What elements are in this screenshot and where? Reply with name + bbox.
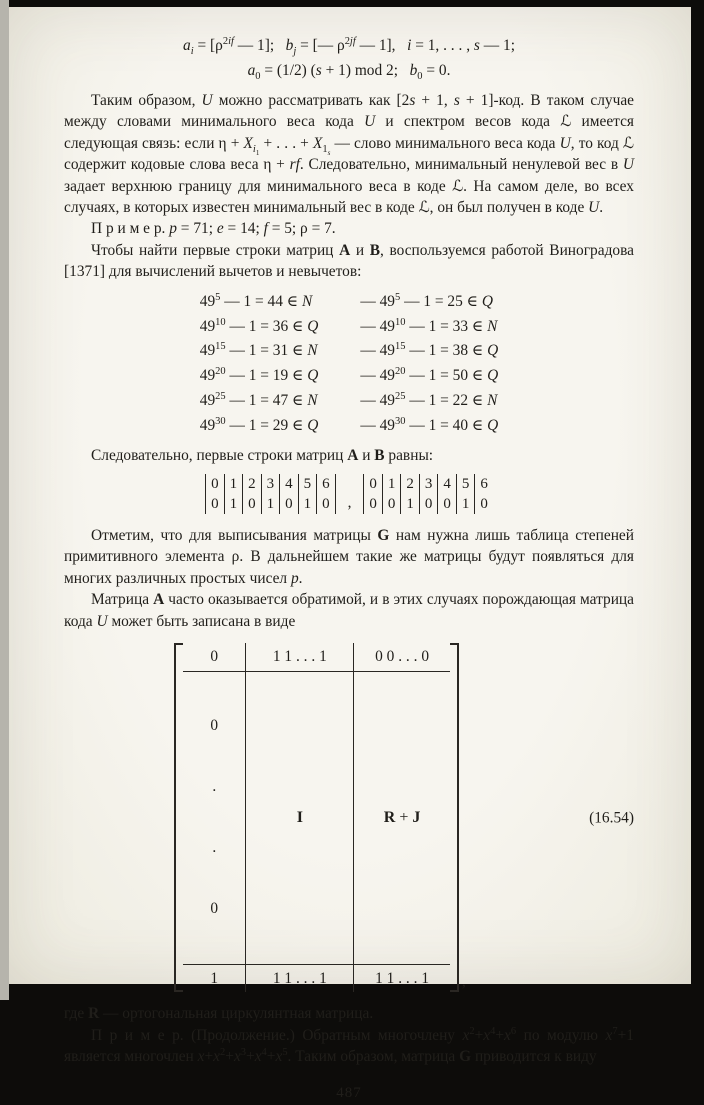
residue-entry: — $49^5$ — 1 = 25 ∈ Q <box>360 291 494 310</box>
vector-cell: 0 <box>475 494 493 514</box>
paragraph-example-1: П р и м е р. p = 71; e = 14; f = 5; ρ = 7. <box>91 220 336 238</box>
matrix-cell: 0 0 . . . 0 <box>354 643 450 671</box>
matrix-middle-row <box>183 671 450 964</box>
vector-cell: 1 <box>456 494 475 514</box>
vector-cell: 0 <box>243 494 262 514</box>
matrix-cell: 1 1 . . . 1 <box>246 964 354 992</box>
vector-cell: 1 <box>401 494 420 514</box>
vector-cell: 4 <box>280 474 299 494</box>
vector-cell: 1 <box>261 494 280 514</box>
paragraph-find-first-rows: Чтобы найти первые строки матриц A и B, воспользуемся работой Виноградова [1371] для вычислений вычетов и невычетов: <box>64 241 634 281</box>
vector-cell: 0 <box>382 494 401 514</box>
vector-cell: 5 <box>298 474 317 494</box>
matrix-left-column <box>183 671 246 964</box>
generator-matrix-display <box>64 643 634 992</box>
matrix-cell: 1 1 . . . 1 <box>246 643 354 671</box>
residue-entry: $49^5$ — 1 = 44 ∈ N <box>199 291 313 310</box>
first-row-vectors <box>64 474 634 514</box>
matrix-left-entry: 0 <box>210 717 219 735</box>
matrix-cell: 1 <box>183 964 246 992</box>
vector-b-values-row <box>364 494 493 514</box>
residue-entry: — $49^{30}$ — 1 = 40 ∈ Q <box>360 416 499 435</box>
paragraph-matrix-a-invertible: Матрица A часто оказывается обратимой, и в этих случаях порождающая матрица кода U может быть записана в виде <box>64 591 634 630</box>
scan-left-edge <box>0 0 9 1000</box>
residue-entry: $49^{25}$ — 1 = 47 ∈ N <box>199 391 318 410</box>
vectors-comma: , <box>347 493 352 511</box>
vector-cell: 0 <box>438 494 457 514</box>
equation-line-2: $a_0 = (1/2) (s + 1)$ mod 2; $b_0 = 0$. <box>247 62 451 83</box>
vector-cell: 1 <box>224 494 243 514</box>
vector-cell: 4 <box>438 474 457 494</box>
residue-entry: $49^{15}$ — 1 = 31 ∈ N <box>199 341 318 360</box>
residue-entry: — $49^{25}$ — 1 = 22 ∈ N <box>360 391 498 410</box>
vector-cell: 0 <box>206 474 225 494</box>
matrix-right-bracket <box>450 643 459 992</box>
vector-cell: 0 <box>364 494 383 514</box>
equation-number: (16.54) <box>589 808 634 826</box>
vector-cell: 2 <box>401 474 420 494</box>
vector-cell: 0 <box>206 494 225 514</box>
page-number: 487 <box>336 1085 362 1102</box>
residue-entry: $49^{20}$ — 1 = 19 ∈ Q <box>199 366 319 385</box>
residue-entry: — $49^{20}$ — 1 = 50 ∈ Q <box>360 366 499 385</box>
vector-cell: 0 <box>419 494 438 514</box>
residue-entry: — $49^{15}$ — 1 = 38 ∈ Q <box>360 341 499 360</box>
vector-a-indices-row <box>206 474 336 494</box>
residue-entry: $49^{10}$ — 1 = 36 ∈ Q <box>199 316 319 335</box>
matrix-left-entry: . <box>212 838 217 856</box>
vector-cell: 2 <box>243 474 262 494</box>
vector-cell: 3 <box>419 474 438 494</box>
paragraph-matrix-g-note: Отметим, что для выписывания матрицы G нам нужна лишь таблица степеней примитивного элемента ρ. В дальнейшем такие же матрицы будут появляться для многих различных простых чисел p. <box>64 527 634 587</box>
vector-cell: 6 <box>475 474 493 494</box>
matrix-left-bracket <box>174 643 183 992</box>
residue-computations <box>200 291 499 437</box>
book-page <box>9 7 691 1102</box>
matrix-comma: , <box>461 972 466 990</box>
vector-cell: 0 <box>317 494 336 514</box>
vector-cell: 6 <box>317 474 336 494</box>
equation-line-1: $a_i = [\rho^{2if}$ — 1]; $b_j$ = [— $\rho^{2jf}$ — 1], i = 1, . . . , s — 1; <box>183 35 515 58</box>
matrix-cell: 0 <box>183 643 246 671</box>
content-column <box>64 33 634 1105</box>
vector-a-values-row <box>206 494 336 514</box>
generator-matrix <box>183 643 450 992</box>
paragraph-code-u: Таким образом, U можно рассматривать как [2s + 1, s + 1]-код. В таком случае между словами минимального веса кода U и спектром весов кода ℒ имеется следующая связь: если $\eta + X_{i_1}$ + . . . + $X_{1_s}$ — слово минимального веса кода U, то код ℒ содержит кодовые слова веса η + rf. Следовательно, минимальный ненулевой вес в U задает верхнюю границу для минимального веса в коде ℒ. На самом деле, во всех случаях, в которых известен минимальный вес в коде ℒ, он был получен в коде U. <box>64 92 635 217</box>
vector-cell: 0 <box>280 494 299 514</box>
vector-cell: 1 <box>298 494 317 514</box>
vector-cell: 5 <box>456 474 475 494</box>
matrix-left-entry: . <box>212 778 217 796</box>
vector-cell: 3 <box>261 474 280 494</box>
matrix-bottom-row <box>183 964 450 992</box>
matrix-cell: 1 1 . . . 1 <box>354 964 450 992</box>
top-equations <box>64 33 634 83</box>
residue-entry: — $49^{10}$ — 1 = 33 ∈ N <box>360 316 498 335</box>
paragraph-where-r: где R — ортогональная циркулянтная матрица. <box>64 1005 374 1023</box>
vector-cell: 1 <box>224 474 243 494</box>
vector-a-table <box>205 474 336 514</box>
r-plus-j-block-label: R + J <box>383 808 421 826</box>
vector-b-table <box>363 474 493 514</box>
paragraph-example-2: П р и м е р. (Продолжение.) Обратным многочлену $x^2+x^4+x^6$ по модулю $x^7+1$ является многочлен $x+x^2+x^3+x^4+x^5$. Таким образом, матрица G приводится к виду <box>64 1025 634 1065</box>
matrix-top-row <box>183 643 450 671</box>
residue-entry: $49^{30}$ — 1 = 29 ∈ Q <box>199 416 319 435</box>
matrix-left-entry: 0 <box>210 899 219 917</box>
vector-b-indices-row <box>364 474 493 494</box>
vector-cell: 1 <box>382 474 401 494</box>
paragraph-first-rows-equal: Следовательно, первые строки матриц A и B равны: <box>91 446 434 464</box>
vector-cell: 0 <box>364 474 383 494</box>
identity-block-label: I <box>246 671 354 964</box>
